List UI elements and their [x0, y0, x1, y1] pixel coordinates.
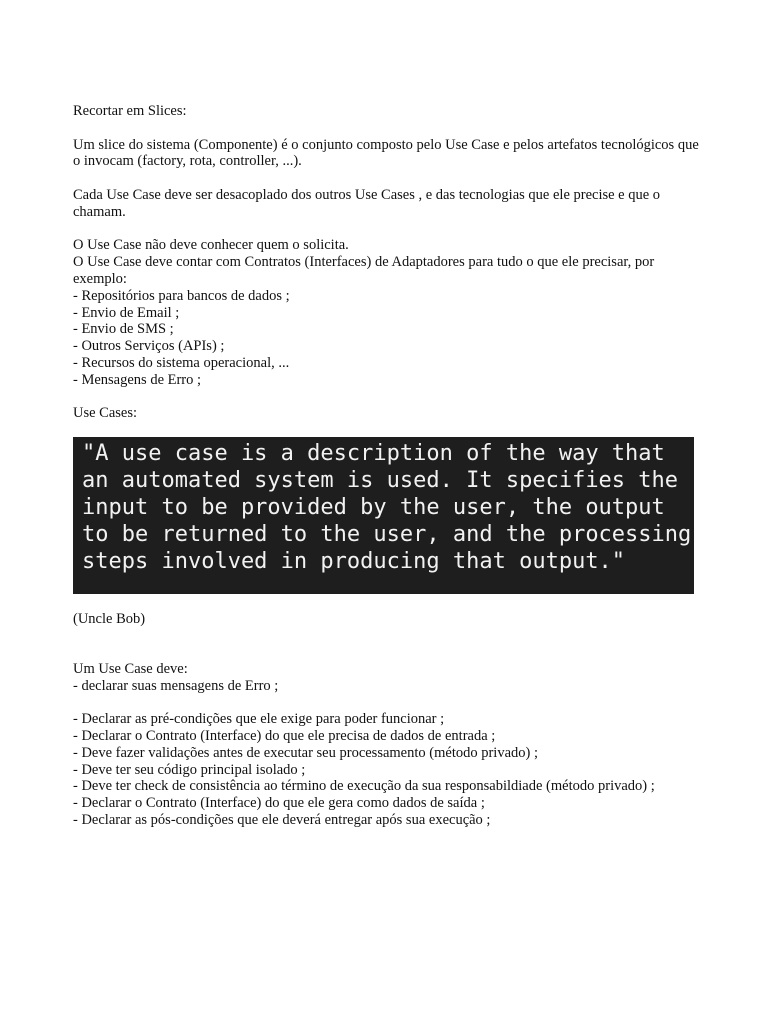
list-item: - Declarar as pós-condições que ele deverá entregar após sua execução ;	[73, 811, 491, 828]
list-item: - Outros Serviços (APIs) ;	[73, 338, 225, 355]
quote-line: to be returned to the user, and the processing	[82, 522, 692, 547]
list-item: - Declarar o Contrato (Interface) do que ele precisa de dados de entrada ;	[73, 727, 496, 744]
paragraph-slice-definition: Um slice do sistema (Componente) é o conjunto composto pelo Use Case e pelos artefatos tecnológicos que o invocam (factory, rota, controller, ...).	[73, 136, 699, 170]
section-heading-slices: Recortar em Slices:	[73, 103, 187, 119]
list-item: - Mensagens de Erro ;	[73, 371, 202, 388]
list-item: - Envio de SMS ;	[73, 321, 174, 338]
list-item: - declarar suas mensagens de Erro ;	[73, 677, 279, 694]
quote-code-block	[73, 437, 694, 594]
list-item: - Deve fazer validações antes de executar seu processamento (método privado) ;	[73, 744, 538, 761]
quote-attribution: (Uncle Bob)	[73, 611, 146, 627]
main-text-column	[73, 103, 703, 422]
list-item: - Recursos do sistema operacional, ...	[73, 354, 290, 371]
list-item: - Envio de Email ;	[73, 304, 180, 321]
quote-line: "A use case is a description of the way that	[82, 441, 665, 466]
paragraph-decoupling: Cada Use Case deve ser desacoplado dos outros Use Cases , e das tecnologias que ele precise e que o chamam.	[73, 186, 661, 220]
quote-line: an automated system is used. It specifies the	[82, 468, 679, 493]
after-quote-text	[73, 611, 713, 829]
list-item: - Deve ter seu código principal isolado ;	[73, 761, 306, 778]
list-item: - Declarar as pré-condições que ele exige para poder funcionar ;	[73, 711, 445, 728]
quote-line: steps involved in producing that output."	[82, 549, 626, 574]
line-use-case-contracts: O Use Case deve contar com Contratos (Interfaces) de Adaptadores para tudo o que ele precisar, por exemplo:	[73, 254, 655, 287]
line-use-case-unaware: O Use Case não deve conhecer quem o solicita.	[73, 237, 349, 254]
list-item: - Declarar o Contrato (Interface) do que ele gera como dados de saída ;	[73, 795, 485, 812]
list-item: - Deve ter check de consistência ao término de execução da sua responsabildiade (método privado) ;	[73, 778, 655, 795]
section-heading-use-cases: Use Cases:	[73, 405, 138, 422]
list-item: - Repositórios para bancos de dados ;	[73, 287, 290, 304]
use-case-requirements-intro: Um Use Case deve:	[73, 660, 188, 677]
quote-line: input to be provided by the user, the output	[82, 495, 665, 520]
